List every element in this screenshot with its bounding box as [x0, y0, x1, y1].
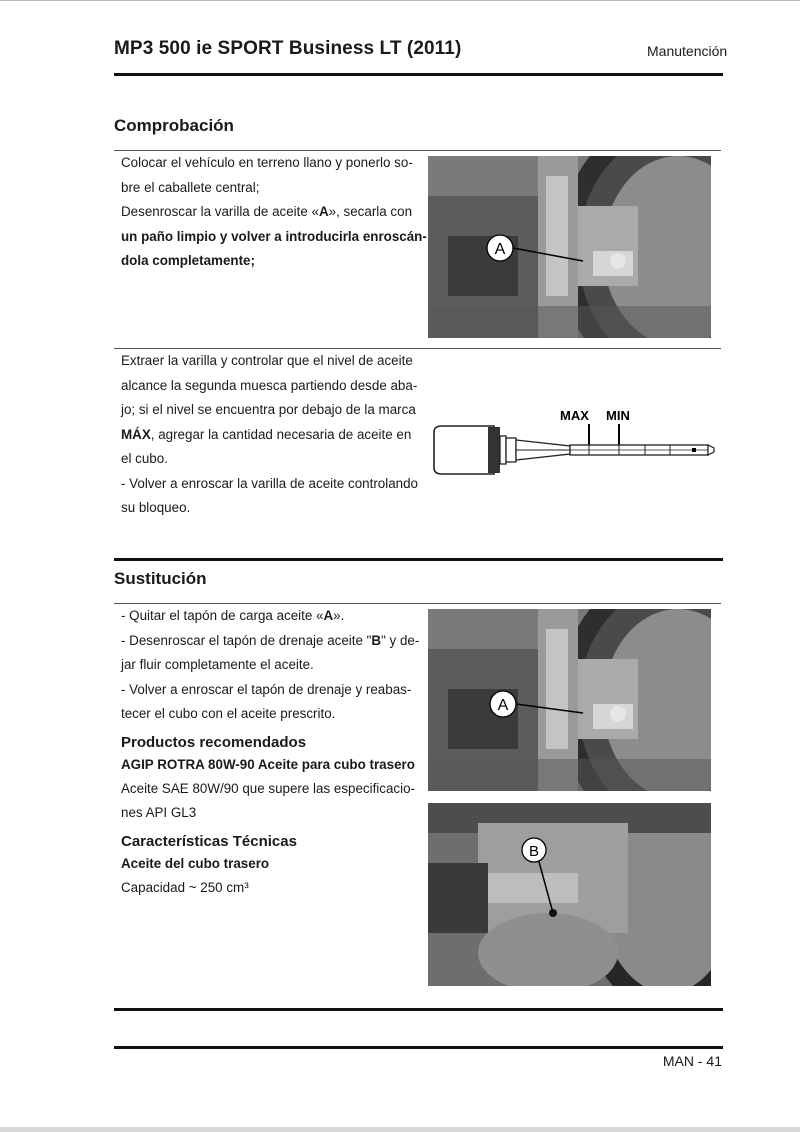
tech-heading: Características Técnicas: [121, 832, 297, 850]
dipstick-diagram: [430, 400, 720, 490]
tech-subheading: Aceite del cubo trasero: [121, 855, 270, 871]
text-line: Desenroscar la varilla de aceite «A», secarla con: [121, 204, 413, 219]
sustitucion-text: [121, 604, 421, 900]
text-line: - Volver a enroscar el tapón de drenaje y reabas-: [121, 681, 412, 697]
photo-oil-filler-a-2: [428, 609, 711, 791]
text-line: dola completamente;: [121, 253, 255, 268]
tech-value: Capacidad ~ 250 cm³: [121, 879, 249, 895]
section-label: Manutención: [647, 43, 728, 59]
text-line: nes API GL3: [121, 805, 197, 820]
text-line: un paño limpio y volver a introducirla enroscán-: [121, 228, 427, 244]
text-line: Colocar el vehículo en terreno llano y ponerlo so-: [121, 155, 413, 170]
page-number: MAN - 41: [662, 1053, 722, 1069]
comprobacion-text-2: [121, 349, 421, 521]
max-label: MAX: [560, 408, 589, 423]
text-line: - Desenroscar el tapón de drenaje aceite "B" y de-: [121, 632, 420, 648]
page-bottom-border: [0, 1127, 800, 1132]
header-rule: [114, 73, 723, 76]
text-line: su bloqueo.: [121, 500, 191, 515]
text-line: Aceite SAE 80W/90 que supere las especificacio-: [121, 780, 416, 796]
text-line: jo; si el nivel se encuentra por debajo de la marca: [121, 402, 416, 417]
text-line: MÁX, agregar la cantidad necesaria de aceite en: [121, 426, 412, 442]
section-end-rule: [114, 1008, 723, 1011]
callout-a: A: [497, 697, 509, 714]
callout-b: B: [528, 843, 540, 860]
photo-oil-filler-a: [428, 156, 711, 338]
min-label: MIN: [606, 408, 630, 423]
text-line: bre el caballete central;: [121, 179, 260, 195]
callout-a: A: [494, 241, 506, 258]
sustitucion-top-rule: [114, 558, 723, 561]
text-line: - Volver a enroscar la varilla de aceite controlando: [121, 475, 418, 491]
text-line: alcance la segunda muesca partiendo desde aba-: [121, 377, 418, 393]
document-title: MP3 500 ie SPORT Business LT (2011): [114, 38, 462, 59]
page-top-border: [0, 0, 800, 1]
text-line: Extraer la varilla y controlar que el nivel de aceite: [121, 353, 413, 368]
text-line: el cubo.: [121, 451, 168, 466]
sustitucion-heading: Sustitución: [114, 569, 207, 588]
footer-rule: [114, 1046, 723, 1049]
product-name: AGIP ROTRA 80W-90 Aceite para cubo trasero: [121, 756, 415, 772]
comprobacion-text-1: [121, 151, 427, 274]
text-line: tecer el cubo con el aceite prescrito.: [121, 706, 336, 721]
text-line: jar fluir completamente el aceite.: [121, 657, 314, 672]
products-heading: Productos recomendados: [121, 733, 307, 751]
comprobacion-heading: Comprobación: [114, 116, 234, 135]
text-line: - Quitar el tapón de carga aceite «A».: [121, 608, 345, 623]
photo-drain-plug-b: [428, 803, 711, 986]
